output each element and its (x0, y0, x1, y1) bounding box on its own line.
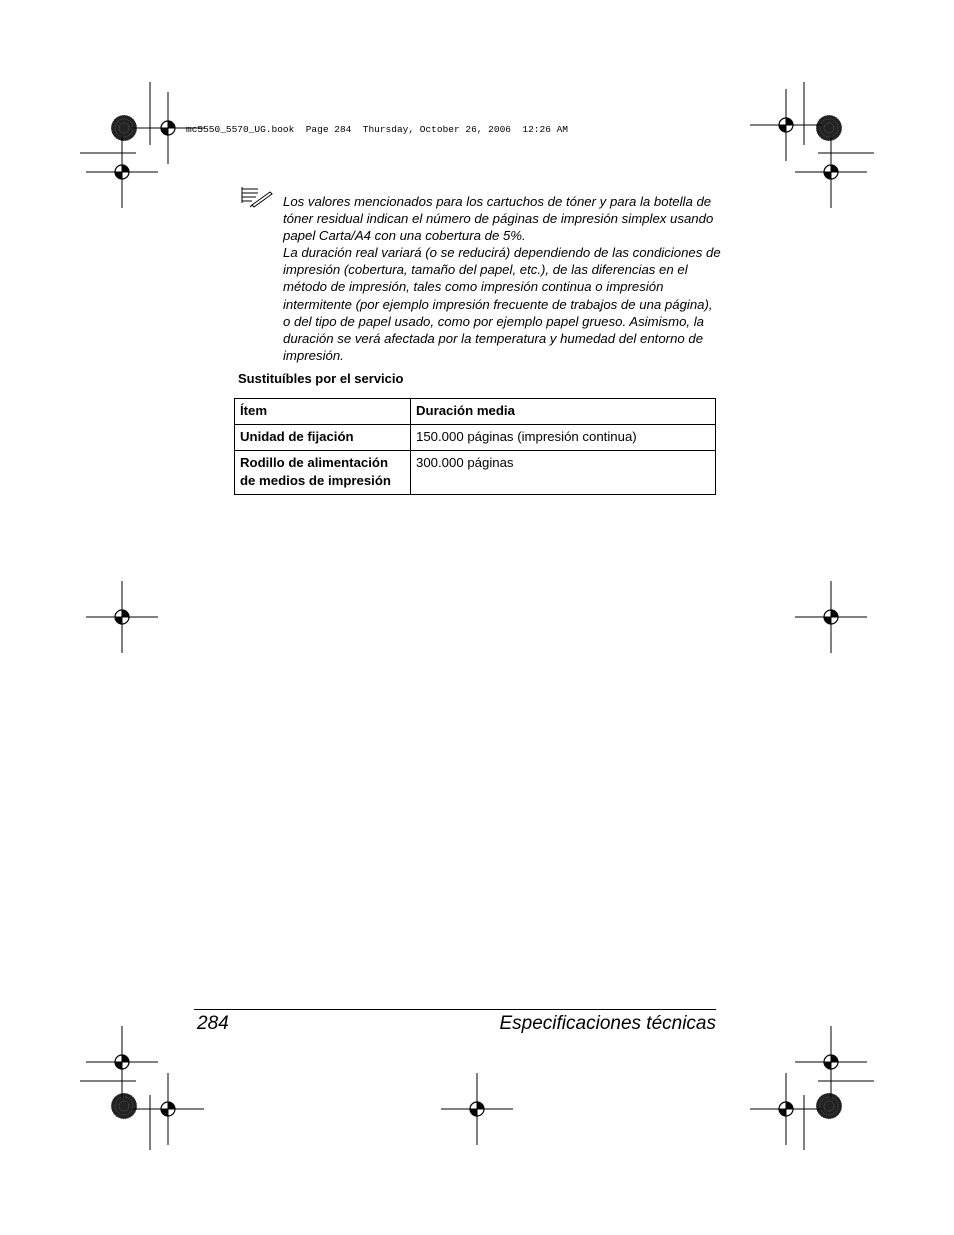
header-page: Page 284 (305, 124, 352, 135)
table-header-row (235, 399, 716, 425)
table-cell-item: Rodillo de alimentación de medios de impresión (235, 451, 411, 495)
column-header-item: Ítem (235, 399, 411, 425)
header-time: 12:26 AM (522, 124, 568, 135)
note-paragraph-1: Los valores mencionados para los cartuchos de tóner y para la botella de tóner residual indican el número de páginas de impresión simplex usando papel Carta/A4 con una cobertura de 5%. (283, 194, 714, 244)
note-pencil-icon (240, 186, 274, 208)
column-header-duration: Duración media (411, 399, 716, 425)
note-text (283, 193, 723, 364)
service-replaceables-table (234, 398, 716, 495)
header-date: Thursday, October 26, 2006 (362, 124, 511, 135)
page-number: 284 (197, 1013, 229, 1034)
print-header (186, 124, 568, 135)
section-title: Sustituíbles por el servicio (238, 371, 404, 386)
table-row (235, 451, 716, 495)
note-paragraph-2: La duración real variará (o se reducirá) dependiendo de las condiciones de impresión (cobertura, tamaño del papel, etc.), de las diferencias en el método de impresión, tales como impresión continua o impresión intermitente (por ejemplo impresión frecuente de trabajos de una página), o del tipo de papel usado, como por ejemplo papel grueso. Asimismo, la duración se verá afectada por la temperatura y humedad del entorno de impresión. (283, 245, 721, 363)
table-row (235, 425, 716, 451)
header-file: mc5550_5570_UG.book (186, 124, 295, 135)
table-cell-duration: 300.000 páginas (411, 451, 716, 495)
footer-divider (194, 1009, 716, 1010)
chapter-title: Especificaciones técnicas (499, 1013, 716, 1034)
table-cell-item: Unidad de fijación (235, 425, 411, 451)
table-cell-duration: 150.000 páginas (impresión continua) (411, 425, 716, 451)
